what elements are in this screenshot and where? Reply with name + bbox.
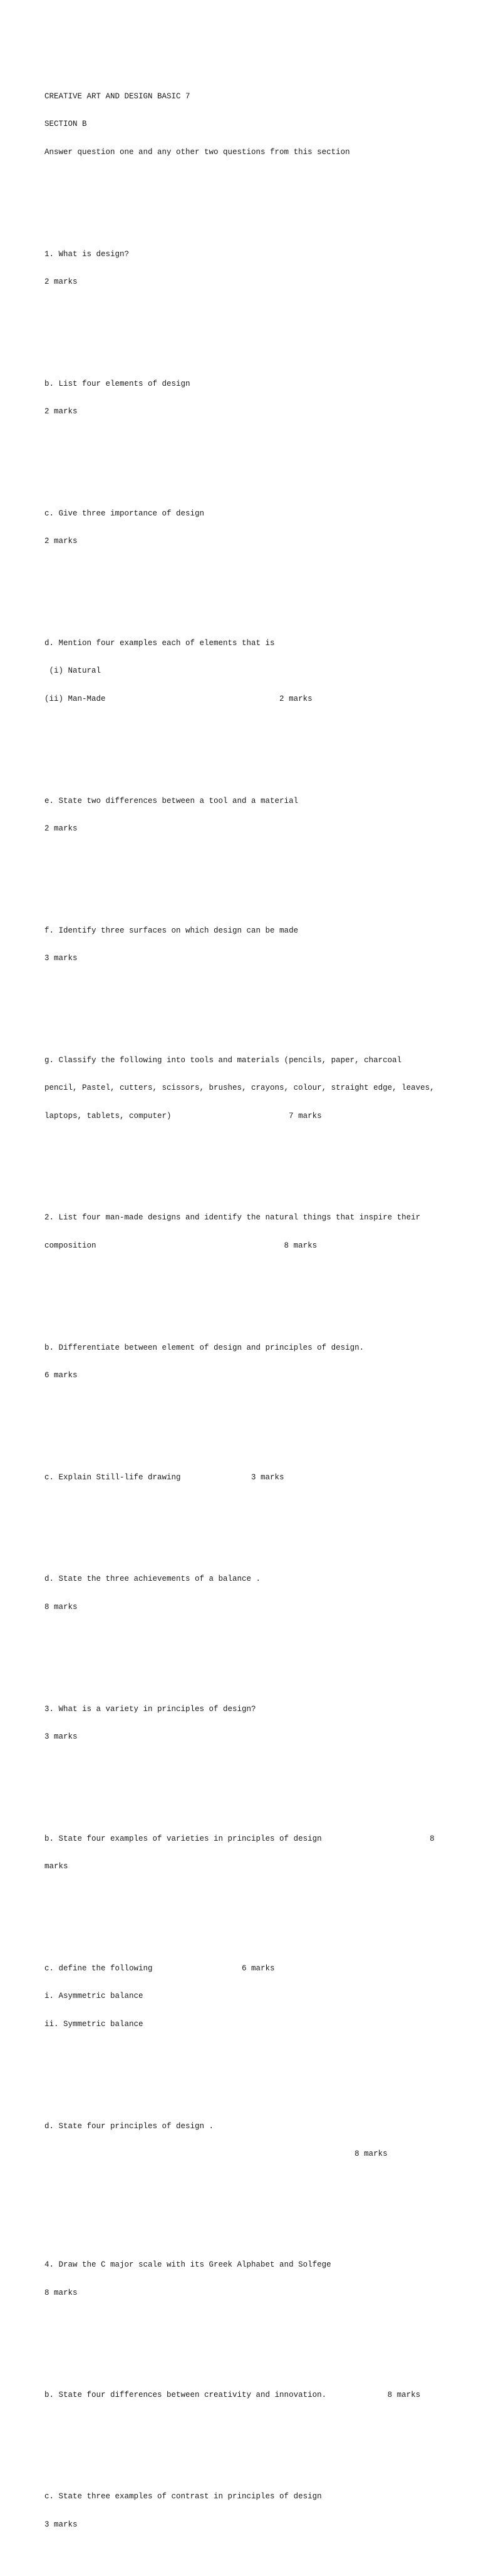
question-3c [44,1945,445,2047]
instruction-text: Answer question one and any other two questions from this section [44,147,350,157]
marks-text: 3 marks [44,954,78,963]
question-text: c. Give three importance of design [44,509,205,518]
sub-item-text: (i) Natural [44,666,101,676]
question-3a [44,1686,445,1760]
question-3d [44,2103,445,2177]
question-text: b. Differentiate between element of design and principles of design. [44,1343,365,1352]
question-text: b. State four differences between creativity and innovation. 8 marks [44,2390,421,2399]
question-text: 1. What is design? [44,249,130,259]
sub-item-text: ii. Symmetric balance [44,2019,143,2029]
question-1c [44,490,445,564]
marks-text: 2 marks [44,277,78,286]
question-text: b. State four examples of varieties in principles of design 8 [44,1834,435,1843]
marks-text: 2 marks [44,824,78,833]
question-text: g. Classify the following into tools and materials (pencils, paper, charcoal [44,1055,402,1065]
question-text: e. State two differences between a tool and a material [44,796,299,805]
question-text: f. Identify three surfaces on which design can be made [44,926,299,935]
marks-text: 8 marks [44,2288,78,2297]
marks-text: 8 marks [44,1602,78,1611]
marks-text: 2 marks [44,407,78,416]
exam-text [44,46,445,2576]
question-text: composition 8 marks [44,1241,318,1250]
marks-text: 6 marks [44,1370,78,1380]
question-text: laptops, tablets, computer) 7 marks [44,1111,322,1120]
question-text: b. List four elements of design [44,379,190,388]
marks-text: 2 marks [44,537,78,546]
question-2d [44,1556,445,1630]
question-text: pencil, Pastel, cutters, scissors, brushes, crayons, colour, straight edge, leaves, [44,1084,435,1093]
question-2b [44,1325,445,1399]
question-4c [44,2474,445,2548]
question-text: d. Mention four examples each of elements that is [44,639,275,648]
question-1d [44,620,445,722]
question-2c [44,1454,445,1501]
question-1e [44,778,445,852]
question-1a [44,231,445,305]
question-text: d. State four principles of design . [44,2121,214,2131]
question-text: c. State three examples of contrast in principles of design [44,2492,322,2501]
marks-text: 3 marks [44,2520,78,2529]
question-text: 4. Draw the C major scale with its Greek Alphabet and Solfege [44,2260,331,2270]
section-label: SECTION B [44,120,87,129]
header-block [44,73,445,175]
question-2a [44,1195,445,1269]
question-4a [44,2242,445,2316]
exam-title: CREATIVE ART AND DESIGN BASIC 7 [44,91,190,101]
sub-item-text: (ii) Man-Made 2 marks [44,694,313,703]
question-text: 2. List four man-made designs and identify the natural things that inspire their [44,1213,421,1223]
question-text: d. State the three achievements of a balance . [44,1575,261,1584]
question-1g [44,1037,445,1139]
marks-text: marks [44,1862,68,1871]
marks-text: 3 marks [44,1732,78,1742]
question-text: c. define the following 6 marks [44,1963,275,1973]
marks-text: 8 marks [44,2149,388,2158]
question-text: 3. What is a variety in principles of design? [44,1704,256,1714]
question-1b [44,361,445,435]
question-3b [44,1816,445,1890]
question-1f [44,908,445,981]
question-text: c. Explain Still-life drawing 3 marks [44,1472,284,1482]
sub-item-text: i. Asymmetric balance [44,1992,143,2001]
question-4b [44,2372,445,2418]
